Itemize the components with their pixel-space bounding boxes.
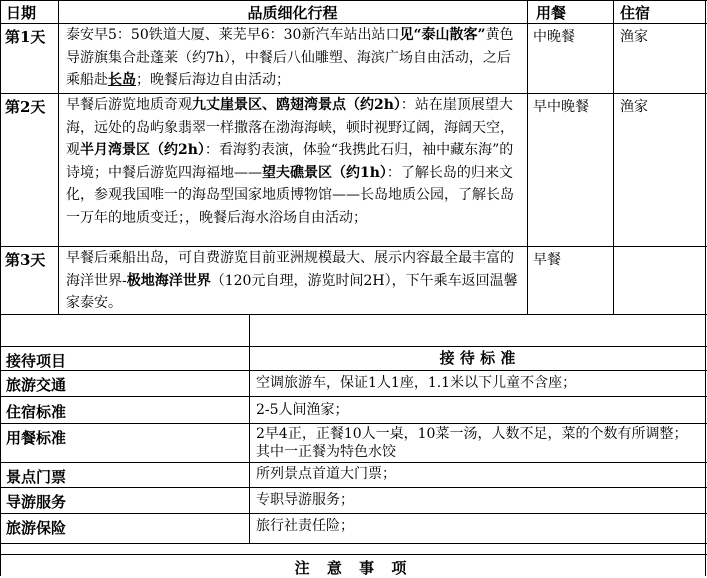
standard-value: 旅行社责任险； xyxy=(256,518,354,534)
standard-value: 所列景点首道大门票； xyxy=(256,466,396,482)
day-meals: 早餐 xyxy=(533,252,561,268)
detail-highlight: 半月湾景区（约2h） xyxy=(80,142,205,158)
standard-item: 旅游保险 xyxy=(6,519,67,537)
header-detail: 品质细化行程 xyxy=(247,4,338,22)
col-line xyxy=(58,0,59,314)
detail-highlight: 见“泰山散客” xyxy=(399,27,486,43)
row-line xyxy=(0,423,707,424)
day-label: 第3天 xyxy=(5,251,46,269)
border-top xyxy=(0,0,707,1)
header-meals: 用餐 xyxy=(536,4,567,22)
standards-header-item: 接待项目 xyxy=(6,352,67,370)
standard-value: 2早4正，正餐10人一桌，10菜一汤，人数不足，菜的个数有所调整；其中一正餐为特色水饺 xyxy=(256,426,688,460)
row-line xyxy=(0,513,707,514)
day-detail xyxy=(66,247,524,315)
standards-header-standard: 接 待 标 准 xyxy=(439,349,516,367)
standard-item: 住宿标准 xyxy=(6,403,67,421)
day-label: 第2天 xyxy=(5,98,46,116)
row-line xyxy=(0,487,707,488)
detail-highlight: 极地海洋世界 xyxy=(126,272,211,289)
day-meals: 早中晚餐 xyxy=(533,99,589,115)
day-lodging: 渔家 xyxy=(620,29,648,45)
col-line xyxy=(613,0,614,314)
header-lodging: 住宿 xyxy=(620,4,651,22)
row-line xyxy=(0,554,707,555)
day-meals: 中晚餐 xyxy=(533,29,575,45)
detail-text: 泰安早5：50铁道大厦、莱芜早6：30新汽车站出站口 xyxy=(66,27,400,43)
day-label: 第1天 xyxy=(5,28,46,46)
detail-text: ：了解长岛的归来文化，参观我国唯一的海岛型国家地质博物馆——长岛地质公园，了解长岛一万年的地质变迁；，晚餐后海水浴场自由活动； xyxy=(66,164,514,226)
day-detail xyxy=(66,94,524,229)
header-day: 日期 xyxy=(6,4,37,22)
detail-highlight: 望夫礁景区（约1h） xyxy=(262,164,387,181)
col-line xyxy=(527,0,528,314)
standard-value: 专职导游服务； xyxy=(256,492,354,508)
detail-highlight: 九丈崖景区、鸥翅湾景点（约2h） xyxy=(192,97,401,113)
day-lodging: 渔家 xyxy=(620,99,648,115)
day-detail xyxy=(66,24,524,92)
border-right xyxy=(705,0,706,576)
standard-value: 空调旅游车，保证1人1座，1.1米以下儿童不含座； xyxy=(256,375,577,391)
detail-text: ：看海豹表演，体验“我携此石归，袖中藏东海”的诗境；中餐后游览四海福地—— xyxy=(66,142,514,181)
row-line xyxy=(0,396,707,397)
detail-text: 早餐后乘船出岛，可自费游览目前亚洲规模最大、展示内容最全最丰富的海洋世界- xyxy=(66,250,514,289)
detail-text: 早餐后游览地质奇观 xyxy=(66,97,192,113)
standard-item: 导游服务 xyxy=(6,493,67,511)
detail-text: 黄色导游旗集合赴蓬莱（约7h），中餐后八仙雕塑、海滨广场自由活动，之后乘船赴 xyxy=(66,27,514,88)
detail-text: ；晚餐后海边自由活动； xyxy=(136,72,290,88)
border-left xyxy=(0,0,1,576)
standard-item: 用餐标准 xyxy=(6,429,67,447)
notes-title: 注 意 事 项 xyxy=(294,559,413,577)
detail-text: （120元自理，游览时间2H），下午乘车返回温馨家泰安。 xyxy=(66,272,518,311)
row-line xyxy=(0,543,707,544)
standard-item: 景点门票 xyxy=(6,468,67,486)
standard-value: 2-5人间渔家； xyxy=(256,402,349,418)
detail-text: ：站在崖顶展望大海，远处的岛屿象翡翠一样撒落在渤海海峡，顿时视野辽阔，海阔天空，观 xyxy=(66,97,514,158)
standard-item: 旅游交通 xyxy=(6,376,67,394)
detail-highlight: 长岛 xyxy=(108,72,136,88)
